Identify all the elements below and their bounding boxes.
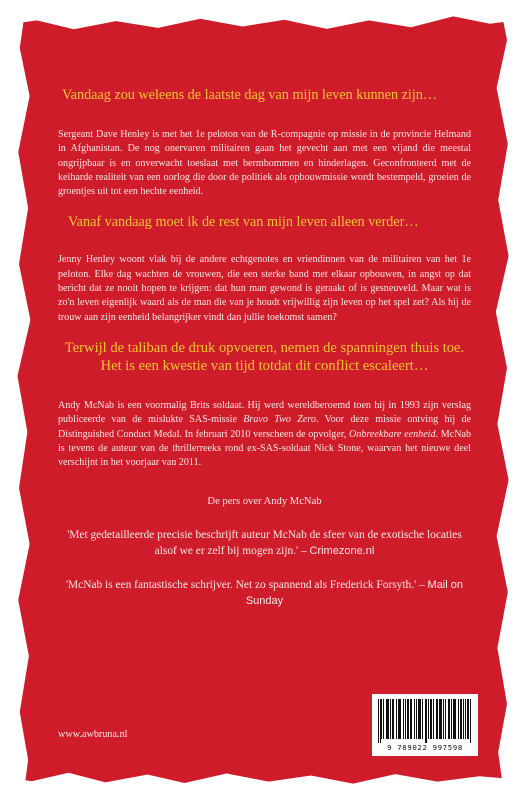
publisher-website: www.awbruna.nl — [58, 729, 128, 740]
bio-title-1: Bravo Two Zero — [243, 414, 316, 426]
quote-1-text: 'Met gedetailleerde precisie beschrijft auteur McNab de sfeer van de exotische locaties alsof we er zelf bij mogen zijn.' – — [67, 529, 462, 558]
headline-2: Vanaf vandaag moet ik de rest van mijn leven alleen verder… — [68, 214, 419, 231]
bio-text-2: . Voor deze missie ontving hij de Distinguished Conduct Medal. In februari 2010 verscheen de opvolger, — [58, 414, 471, 440]
bio-title-2: Onbreekbare eenheid — [348, 428, 436, 440]
barcode-bars — [378, 699, 472, 743]
isbn-barcode — [372, 694, 478, 756]
paragraph-1: Sergeant Dave Henley is met het 1e peloton van de R-compagnie op missie in de provincie Helmand in Afghanistan. De nog onervaren militairen gaan het gevecht aan met een vijand die meestal ongrijpbaar is en onverwacht toeslaat met bermbommen en hinderlagen. Geconfronteerd met de keiharde realiteit van een oorlog die door de politiek als opbouwmissie wordt bestempeld, groeien de groentjes uit tot een hechte eenheid. — [58, 129, 471, 198]
headline-1: Vandaag zou weleens de laatste dag van mijn leven kunnen zijn… — [62, 87, 438, 103]
press-heading: De pers over Andy McNab — [207, 496, 322, 508]
quote-2-source: Mail on Sunday — [245, 579, 463, 608]
quote-1-source: Crimezone.nl — [309, 545, 375, 558]
painted-border-bottom — [0, 766, 527, 800]
bio-text-1: Andy McNab is een voormalig Brits soldaat. Hij werd wereldberoemd toen hij in 1993 zijn verslag publiceerde van de mislukte SAS-missie — [58, 399, 471, 426]
painted-border-top — [0, 0, 527, 34]
painted-border-left — [0, 0, 38, 800]
isbn-number: 9 789022 997598 — [387, 743, 463, 752]
headline-3: Terwijl de taliban de druk opvoeren, nemen de spanningen thuis toe. Het is een kwestie van tijd totdat dit conflict escaleert… — [64, 339, 465, 374]
quote-2-text: 'McNab is een fantastische schrijver. Net zo spannend als Frederick Forsyth.' – — [65, 579, 428, 592]
press-quote-1 — [58, 527, 471, 559]
press-quote-2 — [58, 577, 471, 609]
paragraph-2: Jenny Henley woont vlak bij de andere echtgenotes en vriendinnen van de militairen van het 1e peloton. Elke dag wachten de vrouwen, die een sterke band met elkaar opbouwen, in angst op dat bericht dat ze nooit hopen te krijgen: dat hun man gewond is geraakt of is gesneuveld. Maar wat is zo'n leven eigenlijk waard als de man die van je houdt vrijwillig zijn leven op het spel zet? Als hij de trouw aan zijn eenheid belangrijker vindt dan jullie toekomst samen? — [58, 254, 471, 323]
painted-border-right — [487, 0, 527, 800]
author-bio — [58, 399, 471, 470]
bio-text-3: . McNab is tevens de auteur van de thrillerreeks rond ex-SAS-soldaat Nick Stone, waarvan het nieuwe deel verschijnt in het voorjaar van 2011. — [58, 428, 472, 469]
blurb-content — [58, 86, 471, 609]
